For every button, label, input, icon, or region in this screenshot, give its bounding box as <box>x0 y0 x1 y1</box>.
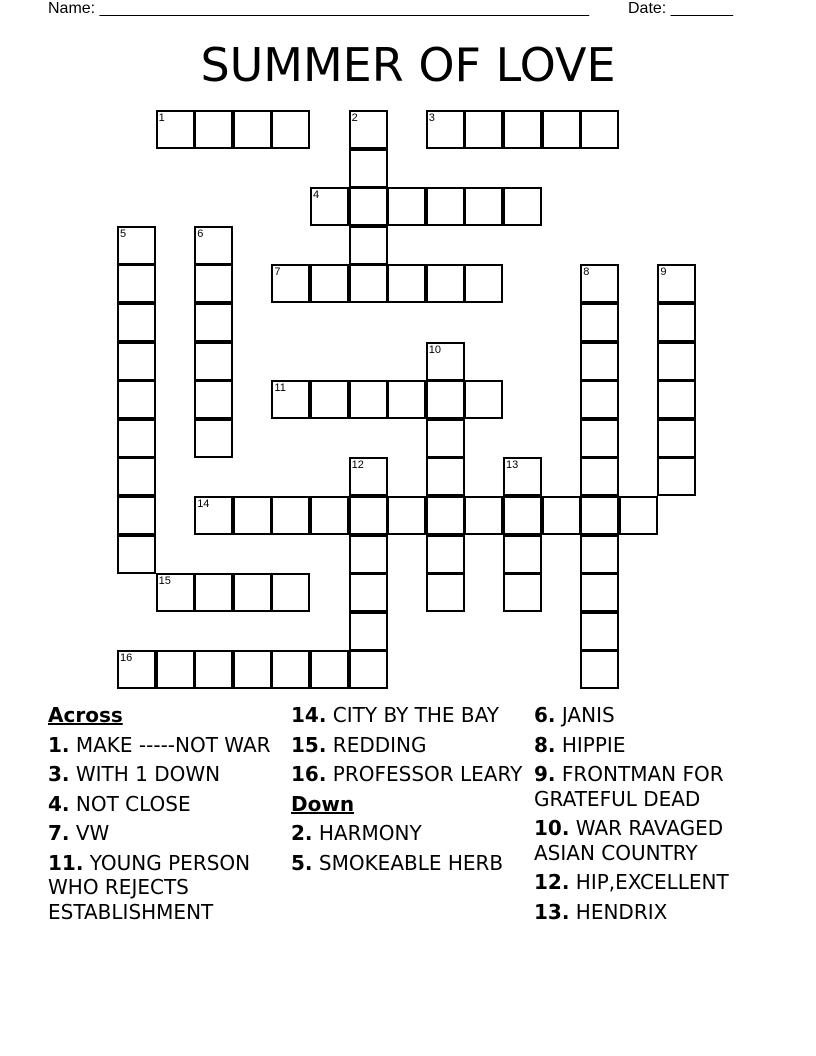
grid-cell[interactable] <box>387 187 426 226</box>
clue-text: HARMONY <box>312 821 422 845</box>
clue-number-label: 15. <box>291 732 327 757</box>
grid-cell[interactable] <box>619 496 658 535</box>
clue-text: MAKE -----NOT WAR <box>69 732 271 757</box>
clue-number: 1 <box>158 112 165 124</box>
grid-cell[interactable] <box>426 496 465 535</box>
clue-number-label: 16. <box>291 762 327 786</box>
clue-item <box>291 851 526 876</box>
clue-number: 13 <box>506 459 519 472</box>
clue-number-label: 2. <box>291 821 313 845</box>
grid-cell[interactable] <box>194 342 233 381</box>
grid-cell[interactable] <box>503 573 542 612</box>
grid-cell[interactable] <box>349 496 388 535</box>
clue-text: REDDING <box>326 732 427 757</box>
grid-cell[interactable] <box>310 264 349 303</box>
grid-cell[interactable] <box>464 380 503 419</box>
grid-cell[interactable] <box>580 380 619 419</box>
clue-number-label: 3. <box>48 762 70 786</box>
grid-cell[interactable] <box>426 535 465 574</box>
grid-cell[interactable] <box>310 380 349 419</box>
grid-cell[interactable] <box>117 264 156 303</box>
grid-cell[interactable] <box>349 187 388 226</box>
grid-cell[interactable] <box>580 457 619 496</box>
clue-item <box>291 733 526 758</box>
clue-number-label: 1. <box>48 732 70 757</box>
clue-text: SMOKEABLE HERB <box>312 850 504 875</box>
grid-cell[interactable] <box>117 342 156 381</box>
grid-cell[interactable] <box>194 496 233 535</box>
clue-number: 6 <box>197 227 204 240</box>
grid-cell[interactable] <box>194 419 233 458</box>
clue-number: 4 <box>313 189 320 202</box>
clue-number: 10 <box>428 343 442 356</box>
grid-cell[interactable] <box>271 496 310 535</box>
grid-cell[interactable] <box>117 226 156 265</box>
grid-cell[interactable] <box>194 303 233 342</box>
grid-cell[interactable] <box>156 110 195 149</box>
grid-cell[interactable] <box>117 535 156 574</box>
clue-number: 3 <box>428 112 435 124</box>
grid-cell[interactable] <box>580 264 619 303</box>
grid-cell[interactable] <box>349 149 388 188</box>
grid-cell[interactable] <box>542 496 581 535</box>
clue-item <box>534 816 774 865</box>
grid-cell[interactable] <box>657 303 696 342</box>
grid-cell[interactable] <box>271 573 310 612</box>
grid-cell[interactable] <box>426 187 465 226</box>
grid-cell[interactable] <box>580 650 619 689</box>
clue-item <box>48 851 283 925</box>
grid-cell[interactable] <box>349 573 388 612</box>
grid-cell[interactable] <box>580 419 619 458</box>
grid-cell[interactable] <box>117 496 156 535</box>
clue-number-label: 14. <box>291 703 327 727</box>
grid-cell[interactable] <box>657 457 696 496</box>
grid-cell[interactable] <box>426 264 465 303</box>
grid-cell[interactable] <box>657 419 696 458</box>
grid-cell[interactable] <box>426 457 465 496</box>
clue-item <box>534 762 774 811</box>
grid-cell[interactable] <box>657 380 696 419</box>
clue-text: FRONTMAN FOR GRATEFUL DEAD <box>534 762 724 811</box>
clue-number-label: 5. <box>291 850 313 875</box>
grid-cell[interactable] <box>580 110 619 149</box>
grid-cell[interactable] <box>426 342 465 381</box>
clue-text: HENDRIX <box>569 899 668 924</box>
grid-cell[interactable] <box>310 496 349 535</box>
clue-number: 12 <box>351 459 364 472</box>
grid-cell[interactable] <box>194 380 233 419</box>
clue-number-label: 6. <box>534 703 556 727</box>
clue-item <box>48 792 283 817</box>
grid-cell[interactable] <box>426 110 465 149</box>
grid-cell[interactable] <box>194 573 233 612</box>
grid-cell[interactable] <box>117 419 156 458</box>
clue-text: CITY BY THE BAY <box>326 703 499 727</box>
clue-item <box>534 733 774 758</box>
clues-column-2 <box>291 703 526 880</box>
clue-item <box>48 762 283 787</box>
clue-number: 2 <box>351 112 358 124</box>
grid-cell[interactable] <box>194 110 233 149</box>
clue-text: YOUNG PERSON WHO REJECTS ESTABLISHMENT <box>48 850 251 924</box>
grid-cell[interactable] <box>464 110 503 149</box>
grid-cell[interactable] <box>117 457 156 496</box>
grid-cell[interactable] <box>156 650 195 689</box>
grid-cell[interactable] <box>271 650 310 689</box>
clue-number-label: 4. <box>48 791 70 816</box>
grid-cell[interactable] <box>194 264 233 303</box>
grid-cell[interactable] <box>426 573 465 612</box>
grid-cell[interactable] <box>349 110 388 149</box>
grid-cell[interactable] <box>194 650 233 689</box>
grid-cell[interactable] <box>657 342 696 381</box>
grid-cell[interactable] <box>580 496 619 535</box>
grid-cell[interactable] <box>271 380 310 419</box>
clue-text: HIP,EXCELLENT <box>569 870 729 894</box>
clue-number: 5 <box>120 227 127 240</box>
clue-text: PROFESSOR LEARY <box>326 762 523 786</box>
puzzle-title: SUMMER OF LOVE <box>200 38 616 92</box>
grid-cell[interactable] <box>233 110 272 149</box>
grid-cell[interactable] <box>464 496 503 535</box>
clue-item <box>48 821 283 846</box>
across-heading: Across <box>48 703 123 727</box>
clue-text: VW <box>69 821 110 845</box>
clue-text: JANIS <box>555 703 615 727</box>
worksheet-header <box>48 0 748 20</box>
grid-cell[interactable] <box>464 264 503 303</box>
clue-text: WAR RAVAGED ASIAN COUNTRY <box>534 816 724 865</box>
grid-cell[interactable] <box>233 650 272 689</box>
grid-cell[interactable] <box>233 573 272 612</box>
grid-cell[interactable] <box>503 110 542 149</box>
clue-item <box>534 900 774 925</box>
grid-cell[interactable] <box>349 226 388 265</box>
grid-cell[interactable] <box>464 187 503 226</box>
clue-number-label: 8. <box>534 732 556 757</box>
grid-cell[interactable] <box>349 380 388 419</box>
grid-cell[interactable] <box>580 573 619 612</box>
grid-cell[interactable] <box>503 187 542 226</box>
clue-number: 9 <box>660 266 667 279</box>
clue-item <box>534 870 774 895</box>
clue-number-label: 12. <box>534 870 570 894</box>
grid-cell[interactable] <box>387 380 426 419</box>
grid-cell[interactable] <box>426 380 465 419</box>
grid-cell[interactable] <box>349 457 388 496</box>
grid-cell[interactable] <box>310 187 349 226</box>
clue-number-label: 9. <box>534 762 556 786</box>
clue-item <box>291 703 526 728</box>
grid-cell[interactable] <box>310 650 349 689</box>
clue-number: 11 <box>274 382 286 395</box>
clue-text: WITH 1 DOWN <box>69 762 221 786</box>
grid-cell[interactable] <box>349 612 388 651</box>
grid-cell[interactable] <box>387 496 426 535</box>
clue-number: 14 <box>197 498 210 510</box>
clues-column-3 <box>534 703 774 929</box>
name-field-label: Name: _______________________________________________________ <box>48 0 589 17</box>
clue-number-label: 11. <box>48 850 84 875</box>
clue-number: 7 <box>274 266 281 279</box>
clues-column-1 <box>48 703 283 929</box>
grid-cell[interactable] <box>117 380 156 419</box>
clue-item <box>291 762 526 787</box>
clue-item <box>534 703 774 728</box>
grid-cell[interactable] <box>349 535 388 574</box>
clue-number: 16 <box>120 652 133 665</box>
grid-cell[interactable] <box>657 264 696 303</box>
clue-number-label: 7. <box>48 821 70 845</box>
grid-cell[interactable] <box>349 264 388 303</box>
grid-cell[interactable] <box>580 535 619 574</box>
grid-cell[interactable] <box>503 496 542 535</box>
grid-cell[interactable] <box>271 264 310 303</box>
clue-item <box>48 733 283 758</box>
grid-cell[interactable] <box>503 535 542 574</box>
clue-item <box>291 821 526 846</box>
clue-number: 15 <box>158 575 171 588</box>
grid-cell[interactable] <box>194 226 233 265</box>
clue-text: HIPPIE <box>555 732 626 757</box>
clue-text: NOT CLOSE <box>69 791 191 816</box>
grid-cell[interactable] <box>117 303 156 342</box>
grid-cell[interactable] <box>580 303 619 342</box>
clue-number: 8 <box>583 266 590 279</box>
clue-number-label: 13. <box>534 899 570 924</box>
clue-number-label: 10. <box>534 816 570 840</box>
grid-cell[interactable] <box>503 457 542 496</box>
grid-cell[interactable] <box>271 110 310 149</box>
grid-cell[interactable] <box>156 573 195 612</box>
date-field-label: Date: _______ <box>628 0 733 17</box>
grid-cell[interactable] <box>580 342 619 381</box>
grid-cell[interactable] <box>349 650 388 689</box>
grid-cell[interactable] <box>387 264 426 303</box>
grid-cell[interactable] <box>542 110 581 149</box>
grid-cell[interactable] <box>233 496 272 535</box>
grid-cell[interactable] <box>580 612 619 651</box>
grid-cell[interactable] <box>426 419 465 458</box>
grid-cell[interactable] <box>117 650 156 689</box>
down-heading: Down <box>291 791 355 816</box>
